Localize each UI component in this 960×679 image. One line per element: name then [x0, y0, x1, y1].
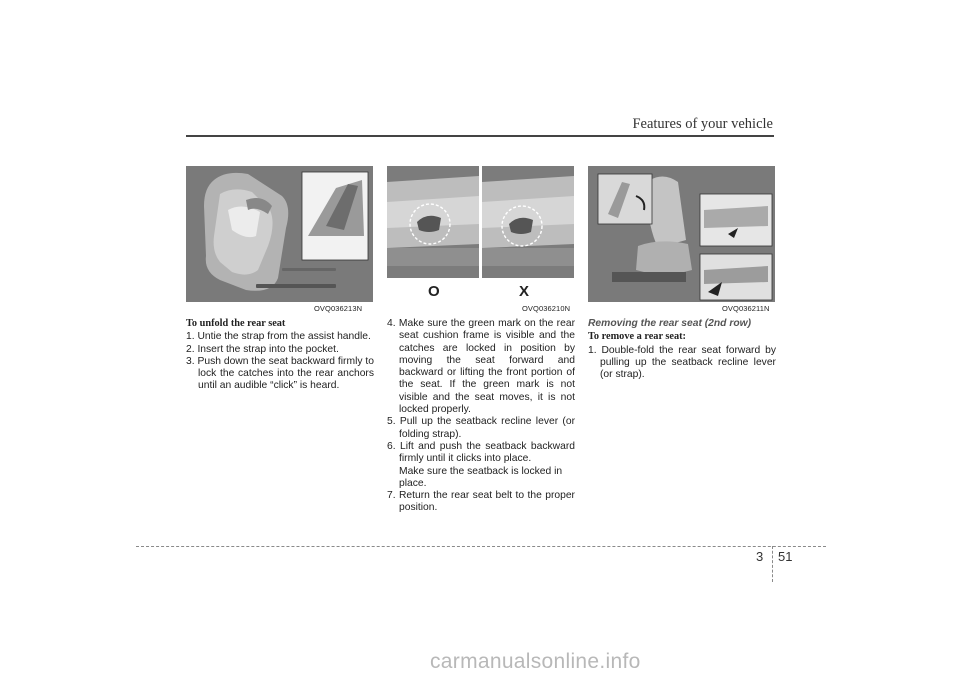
list-item: 5. Pull up the seatback recline lever (or folding strap). [387, 416, 575, 440]
header-rule [186, 135, 774, 137]
watermark: carmanualsonline.info [430, 650, 641, 673]
page-number: 51 [778, 549, 793, 564]
unfold-steps-final [387, 490, 575, 515]
removal-steps [588, 345, 776, 382]
figure-folded-seat [186, 166, 373, 302]
figure-seat-removal [588, 166, 775, 302]
mark-correct: O [428, 283, 440, 300]
mark-incorrect: X [519, 283, 530, 300]
list-item: 4. Make sure the green mark on the rear seat cushion frame is visible and the catches are locked in position by moving the seat forward and backward or lifting the front portion of the seat. If the green mark is not visible and the seat moves, it is not locked properly. [387, 318, 575, 416]
column-1 [186, 318, 374, 393]
folded-seat-illustration [186, 166, 373, 302]
seat-latch-illustration [387, 166, 574, 302]
list-item: 1. Untie the strap from the assist handle. [186, 331, 371, 343]
figure-code-3: OVQ036211N [722, 304, 770, 313]
list-item: 3. Push down the seat backward firmly to lock the catches into the rear anchors until an audible “click” is heard. [186, 355, 374, 392]
footer-rule [136, 546, 826, 547]
footer-divider [772, 546, 773, 582]
figure-code-1: OVQ036213N [314, 304, 363, 313]
seat-removal-illustration [588, 166, 775, 302]
unfold-steps [186, 331, 374, 392]
figure-code-2: OVQ036210N [522, 304, 571, 313]
column-3 [588, 318, 776, 381]
removal-section-heading: Removing the rear seat (2nd row) [588, 318, 752, 329]
unfold-steps-continued [387, 318, 575, 466]
step-note: Make sure the seatback is locked in place. [399, 465, 563, 489]
page-header-title: Features of your vehicle [632, 116, 773, 132]
list-item: 1. Double-fold the rear seat forward by pulling up the seatback recline lever (or strap). [588, 344, 776, 381]
removal-subheading: To remove a rear seat: [588, 331, 686, 343]
list-item: 7. Return the rear seat belt to the proper position. [387, 490, 575, 514]
figure-green-mark [387, 166, 574, 302]
list-item: 6. Lift and push the seatback backward firmly until it clicks into place. [387, 440, 575, 465]
list-item: 2. Insert the strap into the pocket. [186, 343, 339, 355]
column-2 [387, 318, 575, 515]
chapter-number: 3 [756, 549, 764, 564]
unfold-heading: To unfold the rear seat [186, 318, 286, 329]
